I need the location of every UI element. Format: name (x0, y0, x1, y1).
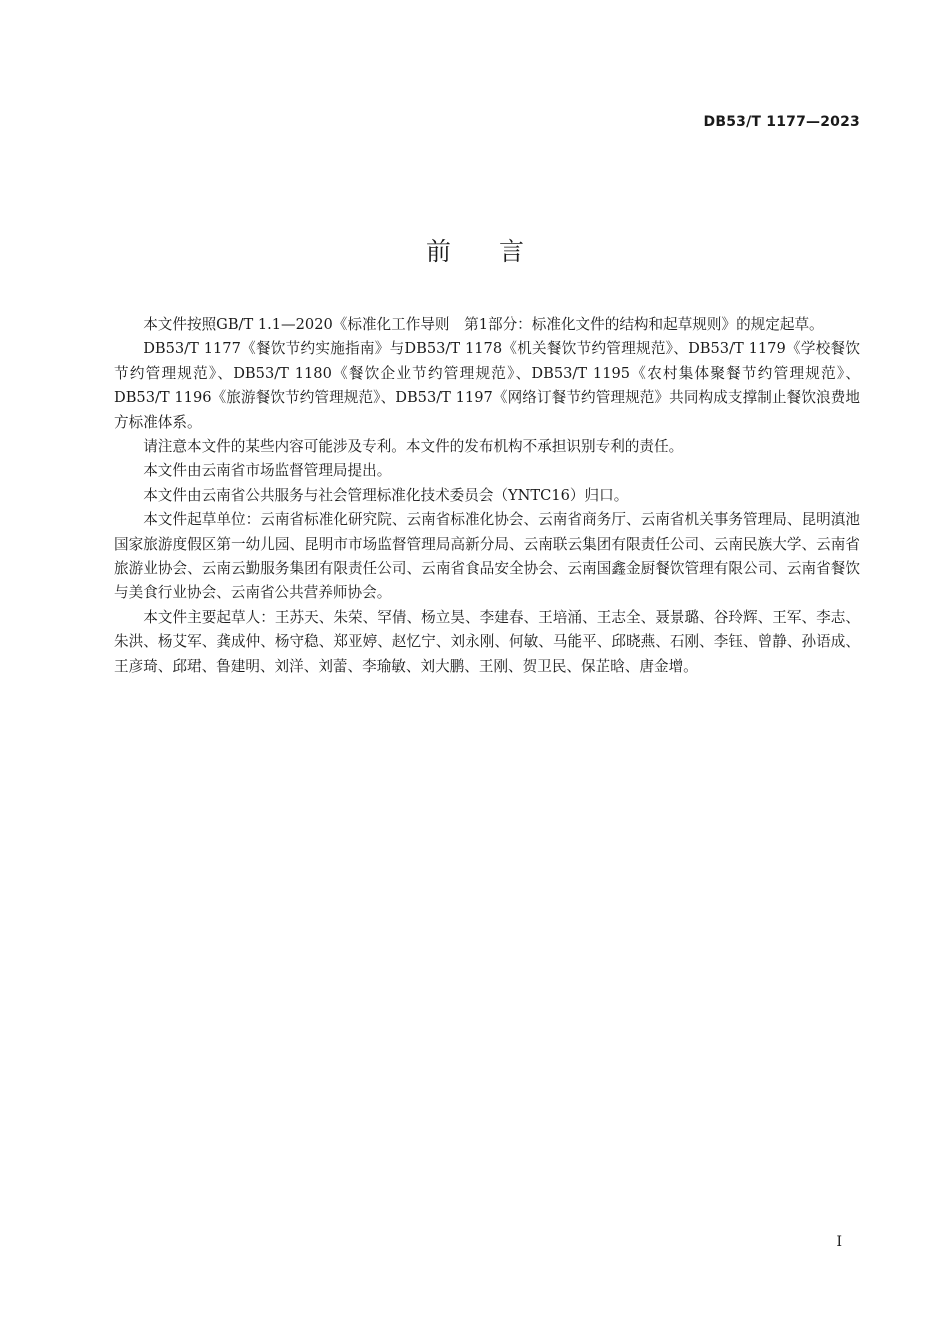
paragraph-patent-notice: 请注意本文件的某些内容可能涉及专利。本文件的发布机构不承担识别专利的责任。 (143, 438, 684, 456)
paragraph-drafting-rules: 本文件按照GB/T 1.1—2020《标准化工作导则 第1部分：标准化文件的结构和起草规则》的规定起草。 (143, 316, 824, 333)
page-number: I (836, 1234, 842, 1250)
paragraph-committee: 本文件由云南省公共服务与社会管理标准化技术委员会（YNTC16）归口。 (143, 486, 629, 504)
paragraph-proposer: 本文件由云南省市场监督管理局提出。 (143, 462, 392, 480)
document-code: DB53/T 1177—2023 (703, 114, 860, 130)
page-title: 前言 (425, 237, 572, 266)
paragraph-standard-system: DB53/T 1177《餐饮节约实施指南》与DB53/T 1178《机关餐饮节约管理规范》、DB53/T 1179《学校餐饮节约管理规范》、DB53/T 1180《餐饮企业节约管理规范》、DB53/T 1195《农村集体聚餐节约管理规范》、DB53/T 1196《旅游餐饮节约管理规范》、DB53/T 1197《网络订餐节约管理规范》共同构成支撑制止餐饮浪费地方标准体系。 (114, 340, 860, 431)
paragraph-drafters: 本文件主要起草人：王苏天、朱荣、罕倩、杨立昊、李建春、王培涌、王志全、聂景璐、谷玲辉、王军、李志、朱洪、杨艾军、龚成仲、杨守稳、郑亚婷、赵忆宁、刘永刚、何敏、马能平、邱晓燕、石刚、李钰、曾静、孙语成、王彦琦、邱珺、鲁建明、刘洋、刘蕾、李瑜敏、刘大鹏、王刚、贺卫民、保芷晗、唐金增。 (114, 608, 860, 675)
paragraph-drafting-units: 本文件起草单位：云南省标准化研究院、云南省标准化协会、云南省商务厅、云南省机关事务管理局、昆明滇池国家旅游度假区第一幼儿园、昆明市市场监督管理局高新分局、云南联云集团有限责任公司、云南民族大学、云南省旅游业协会、云南云勤服务集团有限责任公司、云南省食品安全协会、云南国鑫金厨餐饮管理有限公司、云南省餐饮与美食行业协会、云南省公共营养师协会。 (114, 511, 860, 602)
foreword-body (114, 313, 860, 679)
